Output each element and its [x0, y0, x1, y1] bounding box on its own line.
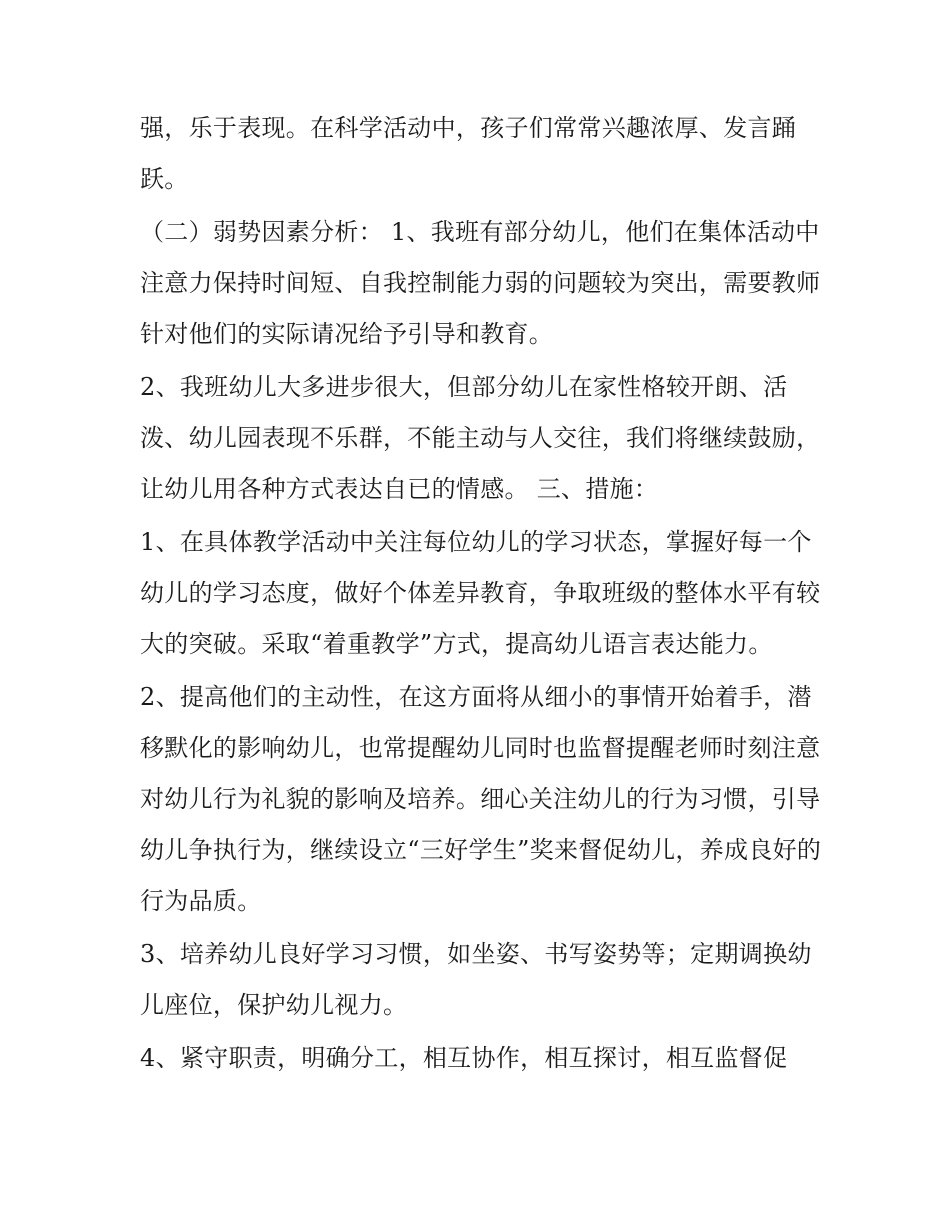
paragraph: 2、我班幼儿大多进步很大，但部分幼儿在家性格较开朗、活泼、幼儿园表现不乐群，不能主动与人交往，我们将继续鼓励，让幼儿用各种方式表达自已的情感。 三、措施：: [140, 373, 821, 503]
paragraph: （二）弱势因素分析： 1、我班有部分幼儿，他们在集体活动中注意力保持时间短、自我控制能力弱的问题较为突出，需要教师针对他们的实际请况给予引导和教育。: [140, 218, 821, 348]
paragraph: 2、提高他们的主动性，在这方面将从细小的事情开始着手，潜移默化的影响幼儿，也常提醒幼儿同时也监督提醒老师时刻注意对幼儿行为礼貌的影响及培养。细心关注幼儿的行为习惯，引导幼儿争执行为，继续设立“三好学生”奖来督促幼儿，养成良好的行为品质。: [140, 683, 822, 915]
paragraph: 1、在具体教学活动中关注每位幼儿的学习状态，掌握好每一个幼儿的学习态度，做好个体差异教育，争取班级的整体水平有较大的突破。采取“着重教学”方式，提高幼儿语言表达能力。: [140, 528, 821, 658]
paragraph: 强，乐于表现。在科学活动中，孩子们常常兴趣浓厚、发言踊跃。: [140, 114, 797, 193]
document-body: [140, 103, 830, 1086]
paragraph: 3、培养幼儿良好学习习惯，如坐姿、书写姿势等；定期调换幼儿座位，保护幼儿视力。: [140, 940, 812, 1019]
paragraph: 4、紧守职责，明确分工，相互协作，相互探讨，相互监督促: [140, 1044, 788, 1072]
